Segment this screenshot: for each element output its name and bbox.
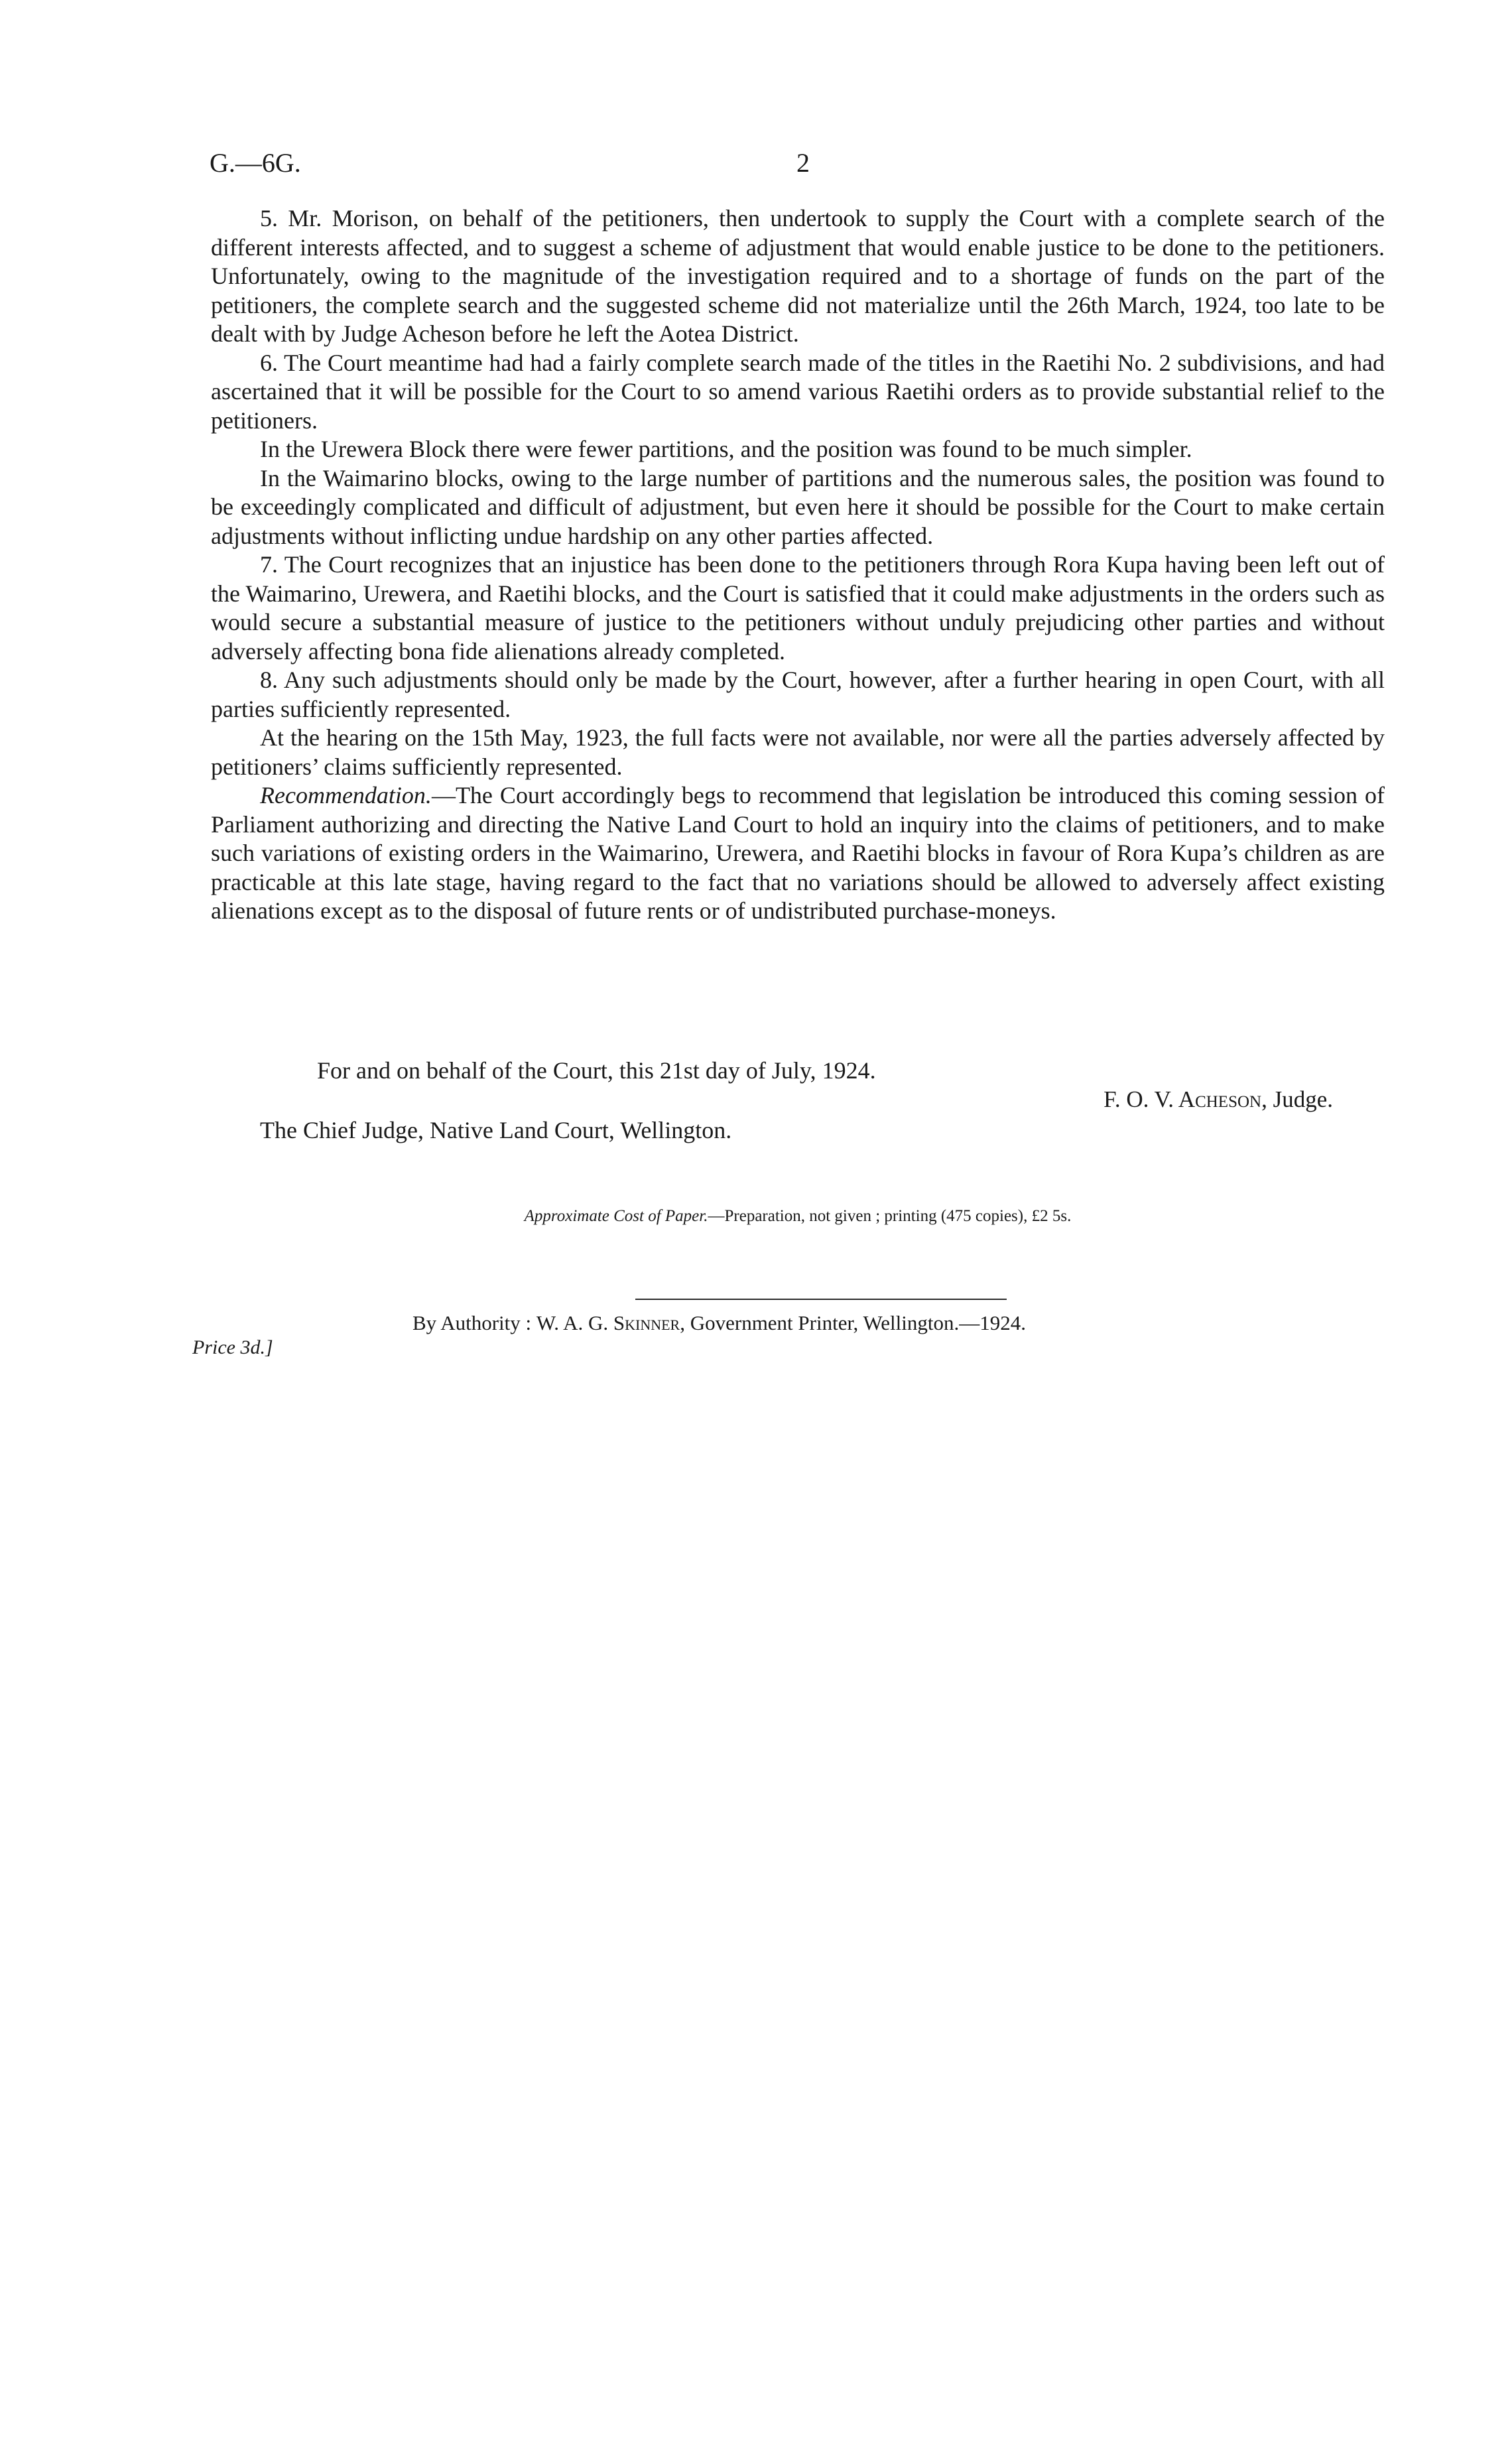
paragraph-text: In the Waimarino blocks, owing to the large number of partitions and the numerous sales, the position was found to be exceedingly complicated and difficult of adjustment, but even here it should be possible for the Court to make certain adjustments without inflicting undue hardship on any other parties affected. [211,464,1385,549]
paragraph-recommendation [211,781,1385,926]
paragraph-text: 6. The Court meantime had had a fairly complete search made of the titles in the Raetihi No. 2 subdivisions, and had ascertained that it will be possible for the Court to so amend various Raetihi orders as to provide substantial relief to the petitioners. [211,349,1385,434]
footer-divider [635,1299,1007,1300]
cost-detail: —Preparation, not given ; printing (475 copies), £2 5s. [708,1207,1072,1225]
paragraph-7 [211,550,1385,666]
paragraph-text: 7. The Court recognizes that an injustice has been done to the petitioners through Rora Kupa having been left out of the Waimarino, Urewera, and Raetihi blocks, and the Court is satisfied that it could make adjustments in the orders such as would secure a substantial measure of justice to the petitioners without unduly prejudicing other parties and without adversely affecting bona fide alienations already completed. [211,551,1385,665]
for-behalf-line: For and on behalf of the Court, this 21st day of July, 1924. [317,1057,876,1084]
paragraph-waimarino [211,464,1385,551]
cost-label: Approximate Cost of Paper. [524,1207,708,1225]
judge-title: , Judge. [1261,1086,1333,1112]
printer-name: W. A. G. Skinner [536,1311,680,1334]
judge-signature [211,1085,1385,1114]
paragraph-6 [211,349,1385,436]
printer-imprint [412,1311,1026,1335]
paragraph-text: At the hearing on the 15th May, 1923, the full facts were not available, nor were all the parties adversely affected by petitioners’ claims sufficiently represented. [211,724,1385,780]
document-reference: G.—6G. [210,148,301,178]
paragraph-hearing [211,724,1385,781]
judge-name: F. O. V. Acheson [1103,1086,1262,1112]
authority-prefix: By Authority : [412,1311,536,1334]
page-header [210,147,1072,180]
paragraph-8 [211,666,1385,724]
cost-of-paper [211,1207,1385,1226]
recommendation-heading: Recommendation. [260,782,432,808]
page-number: 2 [796,148,810,178]
price-note: Price 3d.] [192,1336,273,1358]
addressee: The Chief Judge, Native Land Court, Wellington. [260,1117,732,1143]
body-text [211,204,1385,926]
paragraph-urewera [211,435,1385,464]
authority-suffix: , Government Printer, Wellington.—1924. [680,1311,1026,1334]
paragraph-text: In the Urewera Block there were fewer partitions, and the position was found to be much simpler. [260,436,1192,462]
paragraph-text: 8. Any such adjustments should only be made by the Court, however, after a further hearing in open Court, with all parties sufficiently represented. [211,667,1385,722]
paragraph-5 [211,204,1385,349]
signature-block [211,1056,1385,1145]
paragraph-text: —The Court accordingly begs to recommend that legislation be introduced this coming session of Parliament authorizing and directing the Native Land Court to hold an inquiry into the claims of petitioners, and to make such variations of existing orders in the Waimarino, Urewera, and Raetihi blocks in favour of Rora Kupa’s children as are practicable at this late stage, having regard to the fact that no variations should be allowed to adversely affect existing alienations except as to the disposal of future rents or of undistributed purchase-moneys. [211,782,1385,924]
paragraph-text: 5. Mr. Morison, on behalf of the petitioners, then undertook to supply the Court with a complete search of the different interests affected, and to suggest a scheme of adjustment that would enable justice to be done to the petitioners. Unfortunately, owing to the magnitude of the investigation required and to a shortage of funds on the part of the petitioners, the complete search and the suggested scheme did not materialize until the 26th March, 1924, too late to be dealt with by Judge Acheson before he left the Aotea District. [211,205,1385,347]
